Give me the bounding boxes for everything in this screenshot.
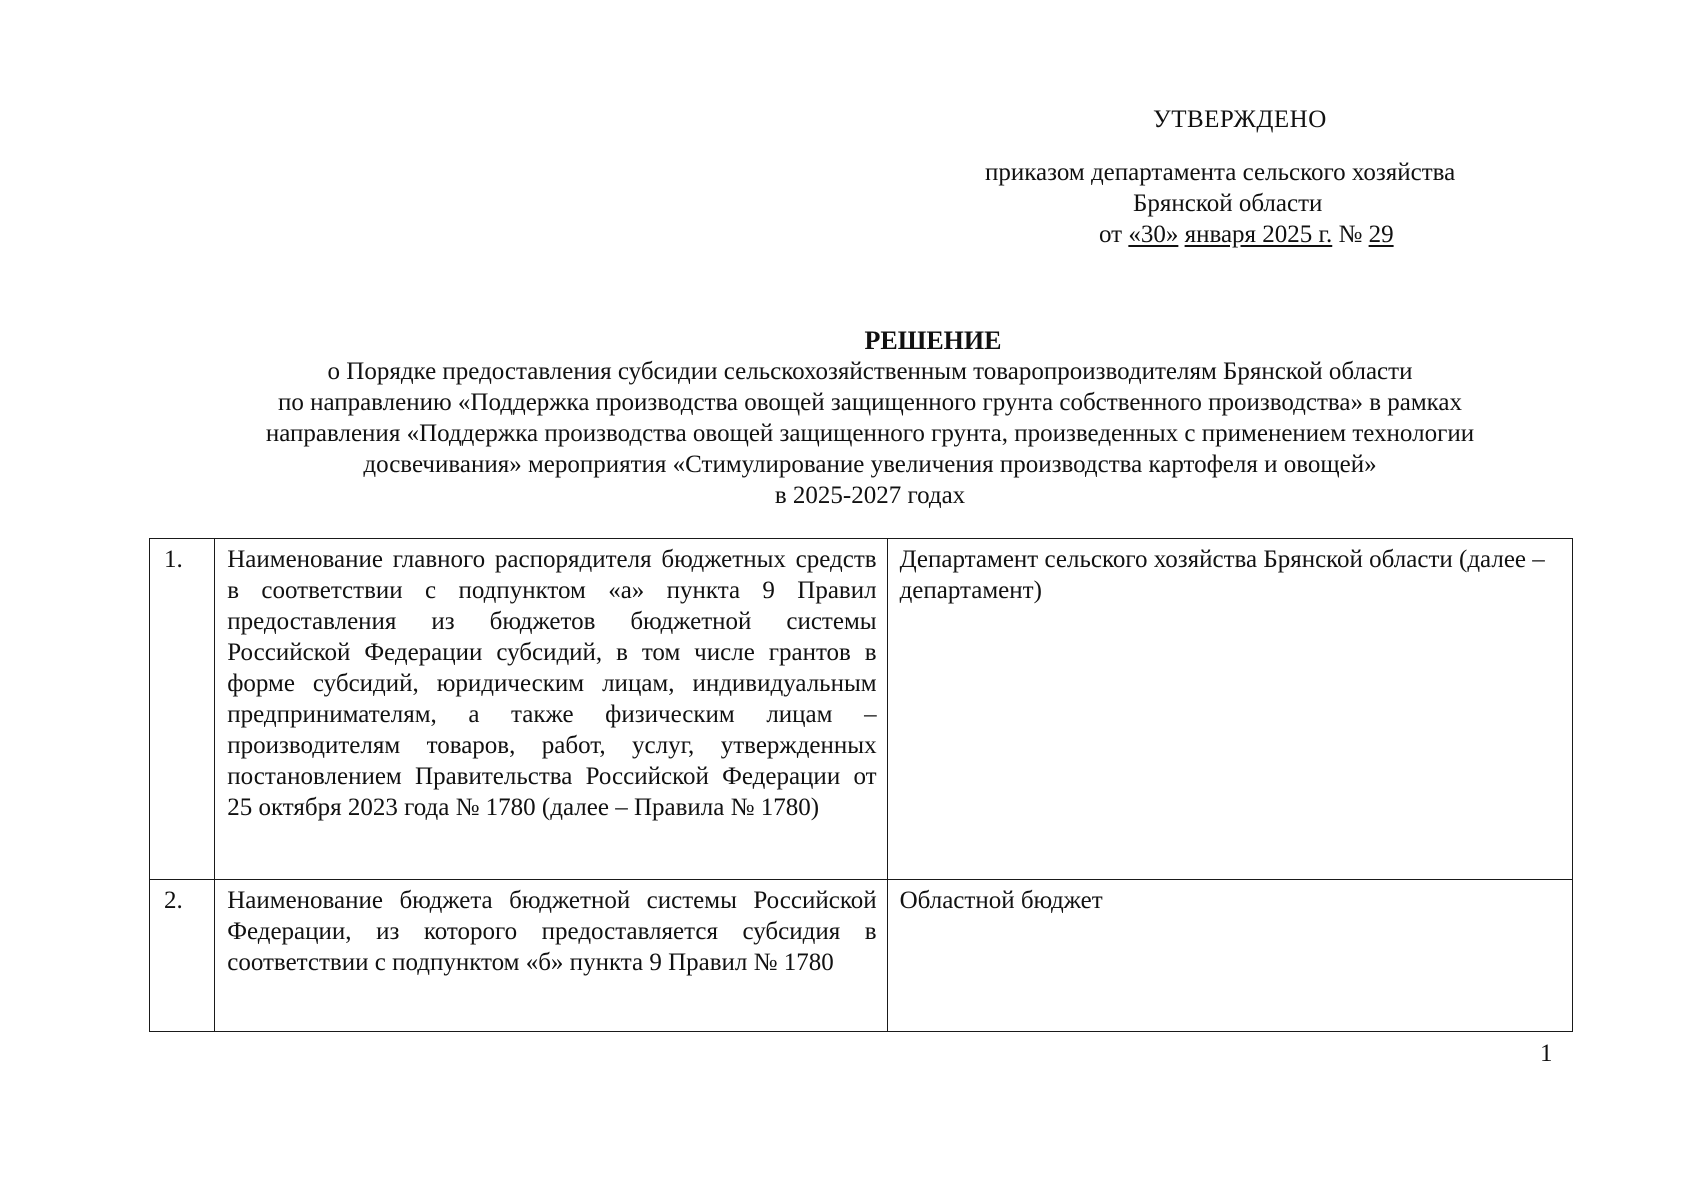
approval-stamp: УТВЕРЖДЕНО (1153, 106, 1327, 133)
decision-heading: РЕШЕНИЕ (864, 326, 1002, 355)
decision-subtitle-line-3: направления «Поддержка производства овощей защищенного грунта, произведенных с применением технологии (265, 420, 1475, 447)
decision-subtitle-line-2: по направлению «Поддержка производства овощей защищенного грунта собственного производства» в рамках (277, 389, 1463, 416)
row-parameter-value: Департамент сельского хозяйства Брянской области (далее – департамент) (887, 539, 1572, 880)
row-number: 1. (150, 539, 215, 880)
table-row (150, 880, 1573, 1032)
approval-line-3 (985, 219, 1525, 250)
row-parameter-name: Наименование бюджета бюджетной системы Российской Федерации, из которого предоставляется субсидия в соответствии с подпунктом «б» пункта 9 Правил № 1780 (215, 880, 887, 1032)
approval-number-label: № (1338, 221, 1363, 248)
approval-block (985, 104, 1525, 250)
approval-date-month-year: января 2025 г. (1184, 221, 1333, 248)
decision-table (149, 538, 1573, 1032)
decision-subtitle-line-1: о Порядке предоставления субсидии сельскохозяйственным товаропроизводителям Брянской области (327, 358, 1413, 385)
approval-date-day: «30» (1128, 221, 1179, 248)
table-row (150, 539, 1573, 880)
row-number: 2. (150, 880, 215, 1032)
approval-number: 29 (1368, 221, 1394, 248)
page-number: 1 (1540, 1040, 1553, 1067)
decision-subtitle-line-4: досвечивания» мероприятия «Стимулирование увеличения производства картофеля и овощей» (363, 451, 1377, 478)
row-parameter-value: Областной бюджет (887, 880, 1572, 1032)
approval-date-prefix: от (1099, 221, 1123, 248)
decision-title-block (150, 325, 1590, 511)
row-parameter-name: Наименование главного распорядителя бюджетных средств в соответствии с подпунктом «а» пункта 9 Правил предоставления из бюджетов бюджетной системы Российской Федерации субсидий, в том числе грантов в форме субсидий, юридическим лицам, индивидуальным предпринимателям, а также физическим лицам – производителям товаров, работ, услуг, утвержденных постановлением Правительства Российской Федерации от 25 октября 2023 года № 1780 (далее – Правила № 1780) (215, 539, 887, 880)
approval-line-2: Брянской области (1133, 190, 1323, 217)
decision-subtitle-line-5: в 2025-2027 годах (774, 482, 966, 509)
approval-line-1: приказом департамента сельского хозяйства (985, 159, 1456, 186)
